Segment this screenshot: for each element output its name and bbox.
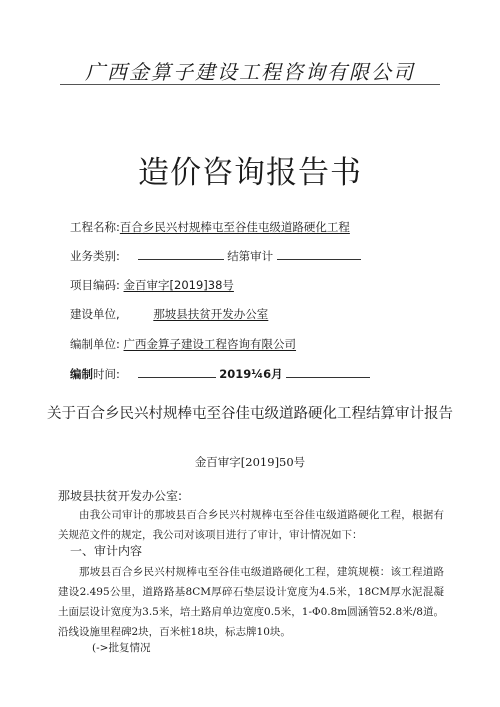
underline-blank (138, 366, 216, 378)
field-value: 那坡县扶贫开发办公室 (153, 307, 269, 321)
underline-blank (286, 366, 370, 378)
section-heading: 一、审计内容 (70, 544, 143, 558)
field-construction-unit (70, 306, 268, 322)
field-label: 编制单位: (70, 337, 120, 351)
document-title: 造价咨询报告书 (138, 155, 362, 191)
company-header: 广西金算子建设工程咨询有限公司 (85, 60, 415, 84)
body-paragraph: 那坡县百合乡民兴村规棒屯至谷佳屯级道路硬化工程，建筑规模：该工程道路建设2.495公里，道路路基8CM厚碎石垫层设计宽度为4.5米，18CM厚水泥混凝土面层设计宽度为3.5米，培土路肩单边宽度0.5米，1-Φ0.8m圆涵管52.8米/8道。沿线设施里程碑2块，百米桩18块，标志牌10块。 (58, 566, 444, 638)
field-label: 工程名称: (70, 220, 120, 234)
field-business-type (70, 248, 361, 264)
underline-blank (277, 248, 361, 260)
field-value: 金百审字[2019]38号 (123, 278, 234, 292)
field-label: 项目编码: (70, 278, 120, 292)
field-project-name (70, 219, 350, 235)
field-value: 2019¼6月 (219, 367, 283, 381)
field-label-rest: 时间: (93, 367, 120, 381)
field-compile-time (70, 366, 370, 382)
report-title: 关于百合乡民兴村规棒屯至谷佳屯级道路硬化工程结算审计报告 (47, 406, 453, 422)
field-value: 百合乡民兴村规棒屯至谷佳屯级道路硬化工程 (119, 220, 350, 234)
field-label: 建设单位, (70, 307, 120, 321)
field-label-bold: 编制 (70, 367, 93, 381)
underline-blank (138, 248, 224, 260)
field-compiling-unit (70, 336, 296, 352)
report-number: 金百审字[2019]50号 (194, 455, 306, 469)
subsection-heading: (->批复情况 (92, 642, 151, 654)
field-project-code (70, 277, 234, 293)
field-value: 结第审计 (227, 249, 274, 263)
intro-paragraph: 由我公司审计的那坡县百合乡民兴村规棒屯至谷佳屯级道路硬化工程，根据有关规范文件的规定，我公司对该项目进行了审计，审计情况如下： (58, 509, 444, 541)
field-label: 业务类别: (70, 249, 120, 263)
field-label (70, 366, 120, 382)
header-divider (60, 84, 440, 85)
field-value: 广西金算子建设工程咨询有限公司 (123, 337, 297, 351)
addressee: 那坡县扶贫开发办公室: (58, 489, 183, 503)
